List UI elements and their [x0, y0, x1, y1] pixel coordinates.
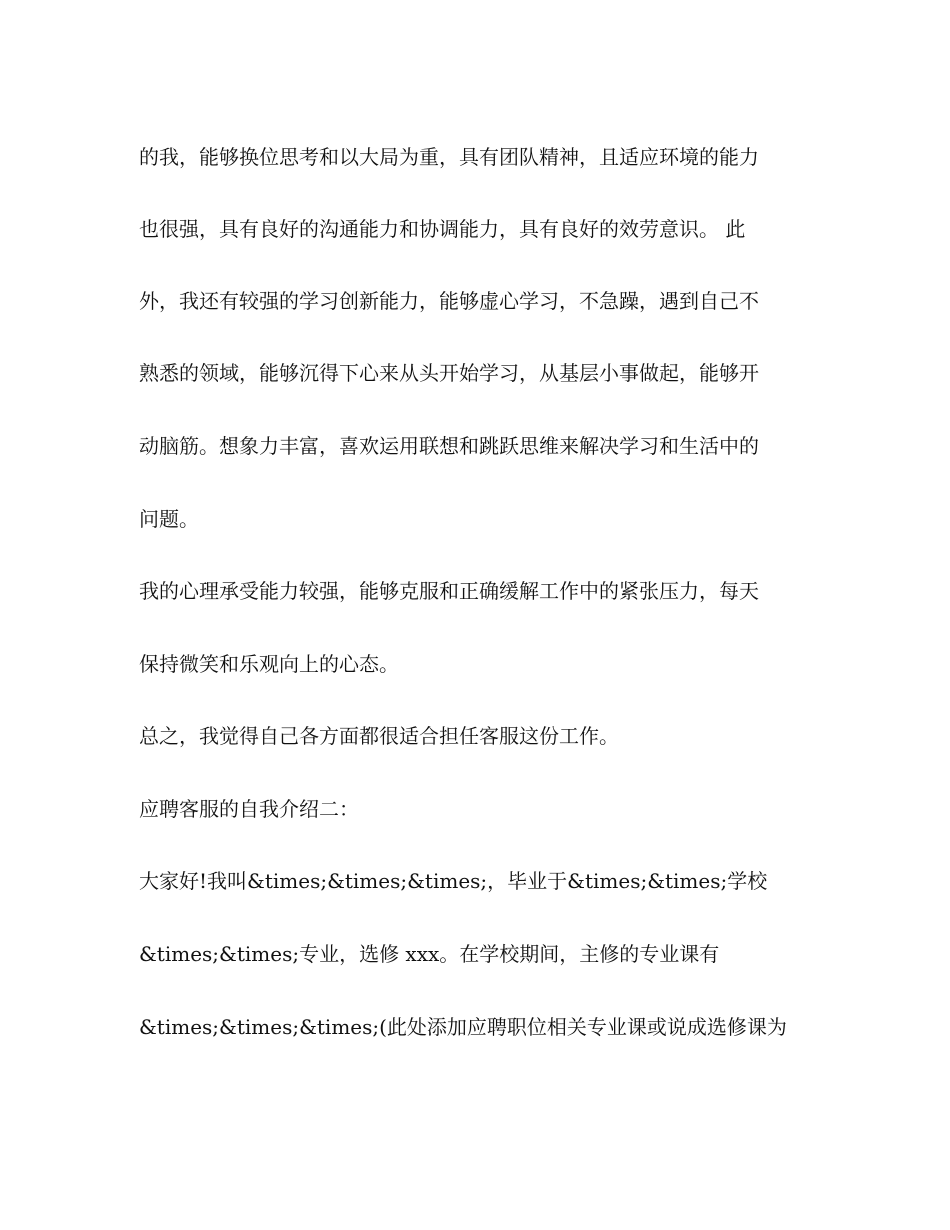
text-line: 外，我还有较强的学习创新能力，能够虚心学习，不急躁，遇到自己不 — [139, 289, 759, 313]
text-line: 大家好!我叫&times;&times;&times;，毕业于&times;&times;学校 — [139, 869, 768, 893]
text-line: 熟悉的领域，能够沉得下心来从头开始学习，从基层小事做起，能够开 — [139, 361, 759, 385]
text-line: 问题。 — [139, 507, 199, 531]
text-line: 也很强，具有良好的沟通能力和协调能力，具有良好的效劳意识。 此 — [139, 217, 746, 241]
text-line: &times;&times;专业，选修 xxx。在学校期间，主修的专业课有 — [139, 942, 720, 966]
text-line: 保持微笑和乐观向上的心态。 — [139, 652, 399, 676]
text-line: 的我，能够换位思考和以大局为重，具有团队精神，且适应环境的能力 — [139, 145, 759, 169]
text-line: 动脑筋。想象力丰富，喜欢运用联想和跳跃思维来解决学习和生活中的 — [139, 434, 759, 458]
section-heading: 应聘客服的自我介绍二： — [139, 797, 359, 821]
text-line: 我的心理承受能力较强，能够克服和正确缓解工作中的紧张压力，每天 — [139, 579, 759, 603]
text-line: 总之，我觉得自己各方面都很适合担任客服这份工作。 — [139, 724, 619, 748]
text-line: &times;&times;&times;(此处添加应聘职位相关专业课或说成选修课为 — [139, 1015, 787, 1039]
